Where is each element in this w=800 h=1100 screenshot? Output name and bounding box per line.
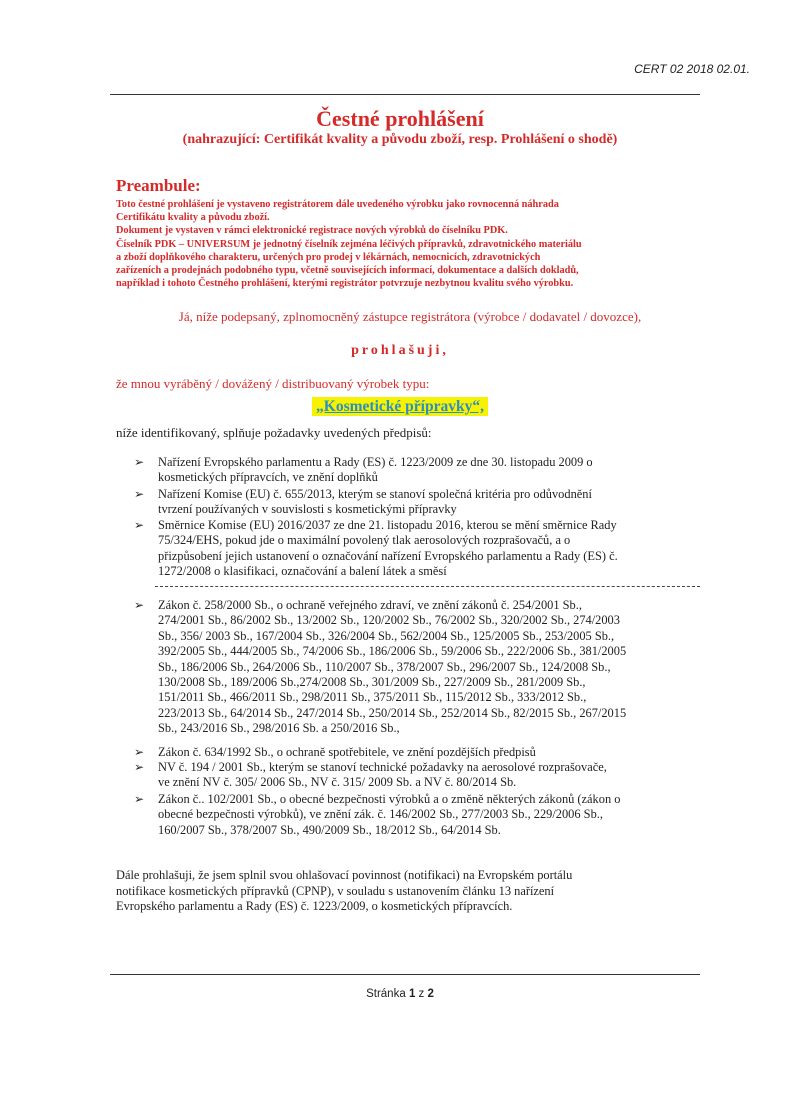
requirements-intro: níže identifikovaný, splňuje požadavky uvedených předpisů: xyxy=(116,425,432,440)
regulation-line: 392/2005 Sb., 444/2005 Sb., 74/2006 Sb., 186/2006 Sb., 59/2006 Sb., 222/2006 Sb., 381/2005 xyxy=(158,644,627,659)
regulation-line: 160/2007 Sb., 378/2007 Sb., 490/2009 Sb., 18/2012 Sb., 64/2014 Sb. xyxy=(158,822,501,837)
regulation-line: Zákon č.. 102/2001 Sb., o obecné bezpečnosti výrobků a o změně některých zákonů (zákon o xyxy=(158,792,621,806)
page-total: 2 xyxy=(427,988,434,1000)
regulation-line: 75/324/EHS, pokud jde o maximální povolený tlak aerosolových rozprašovačů, a o xyxy=(158,533,571,548)
regulation-line: 151/2011 Sb., 466/2011 Sb., 298/2011 Sb., 375/2011 Sb., 115/2012 Sb., 333/2012 Sb., xyxy=(158,690,587,705)
closing-line: notifikace kosmetických přípravků (CPNP), v souladu s ustanovením článku 13 nařízení xyxy=(116,883,555,898)
product-type xyxy=(0,398,800,416)
page-label: Stránka xyxy=(366,988,406,1000)
regulation-item xyxy=(134,518,700,580)
arrow-bullet-icon: ➢ xyxy=(134,598,145,612)
arrow-bullet-icon: ➢ xyxy=(134,487,145,501)
arrow-bullet-icon: ➢ xyxy=(134,455,145,469)
regulation-item xyxy=(134,487,700,518)
product-type-highlight: „Kosmetické přípravky“, xyxy=(312,397,488,416)
preamble-line: Číselník PDK – UNIVERSUM je jednotný číselník zejména léčivých přípravků, zdravotnického materiálu xyxy=(116,238,582,250)
regulation-line: Zákon č. 634/1992 Sb., o ochraně spotřebitele, ve znění pozdějších předpisů xyxy=(158,745,536,759)
regulation-line: 274/2001 Sb., 86/2002 Sb., 13/2002 Sb., 120/2002 Sb., 76/2002 Sb., 320/2002 Sb., 274/2003 xyxy=(158,613,620,628)
regulation-line: 223/2013 Sb., 64/2014 Sb., 247/2014 Sb., 250/2014 Sb., 252/2014 Sb., 82/2015 Sb., 267/2015 xyxy=(158,705,627,720)
regulation-line: Sb., 356/ 2003 Sb., 167/2004 Sb., 326/2004 Sb., 562/2004 Sb., 125/2005 Sb., 253/2005 Sb., xyxy=(158,628,615,643)
header-rule xyxy=(110,94,700,95)
closing-paragraph xyxy=(116,868,700,915)
regulation-item xyxy=(134,598,700,737)
regulation-line: tvrzení používaných v souvislosti s kosmetickými přípravky xyxy=(158,502,457,517)
regulation-line: kosmetických přípravcích, ve znění doplňků xyxy=(158,470,378,485)
regulation-line: obecné bezpečnosti výrobků), ve znění zák. č. 146/2002 Sb., 277/2003 Sb., 229/2006 Sb., xyxy=(158,807,603,822)
document-title: Čestné prohlášení xyxy=(316,106,484,131)
regulation-line: Směrnice Komise (EU) 2016/2037 ze dne 21. listopadu 2016, kterou se mění směrnice Rady xyxy=(158,518,617,532)
declarant-line: Já, níže podepsaný, zplnomocněný zástupce registrátora (výrobce / dodavatel / dovozce), xyxy=(178,309,642,324)
arrow-bullet-icon: ➢ xyxy=(134,745,145,759)
footer-rule xyxy=(110,974,700,975)
regulation-line: Nařízení Evropského parlamentu a Rady (ES) č. 1223/2009 ze dne 30. listopadu 2009 o xyxy=(158,455,593,469)
regulation-line: 130/2008 Sb., 189/2006 Sb.,274/2008 Sb., 301/2009 Sb., 227/2009 Sb., 281/2009 Sb., xyxy=(158,675,586,690)
prohlasuji-heading: prohlašuji, xyxy=(351,343,449,358)
regulation-line: přizpůsobení jejich ustanovení o označování nařízení Evropského parlamentu a Rady (ES) č. xyxy=(158,548,618,563)
arrow-bullet-icon: ➢ xyxy=(134,760,145,774)
preamble-line: například i tohoto Čestného prohlášení, kterými registrátor potvrzuje nezbytnou kvalitu svého výrobku. xyxy=(116,278,574,290)
preamble-heading: Preambule: xyxy=(116,176,201,195)
page-footer xyxy=(0,988,800,1000)
preamble-line: Toto čestné prohlášení je vystaveno registrátorem dále uvedeného výrobku jako rovnocenná náhrada xyxy=(116,199,559,210)
preamble-line: a zboží doplňkového charakteru, určených pro prodej v lékárnách, nemocnicích, zdravotnických xyxy=(116,251,541,263)
preamble-body xyxy=(116,198,696,290)
regulation-line: 1272/2008 o klasifikaci, označování a balení látek a směsí xyxy=(158,564,447,579)
regulation-item xyxy=(134,455,700,486)
document-code: CERT 02 2018 02.01. xyxy=(634,62,750,76)
regulation-line: ve znění NV č. 305/ 2006 Sb., NV č. 315/ 2009 Sb. a NV č. 80/2014 Sb. xyxy=(158,775,517,790)
regulation-item xyxy=(134,760,700,791)
regulation-item xyxy=(134,792,700,838)
document-subtitle: (nahrazující: Certifikát kvality a původu zboží, resp. Prohlášení o shodě) xyxy=(182,132,618,147)
regulation-item xyxy=(134,745,700,760)
arrow-bullet-icon: ➢ xyxy=(134,518,145,532)
regulation-line: NV č. 194 / 2001 Sb., kterým se stanoví technické požadavky na aerosolové rozprašovače, xyxy=(158,760,607,774)
arrow-bullet-icon: ➢ xyxy=(134,792,145,806)
product-intro: že mnou vyráběný / dovážený / distribuovaný výrobek typu: xyxy=(116,376,430,391)
regulation-line: Sb., 186/2006 Sb., 264/2006 Sb., 110/2007 Sb., 378/2007 Sb., 296/2007 Sb., 124/2008 Sb., xyxy=(158,659,611,674)
regulation-line: Sb., 243/2016 Sb., 298/2016 Sb. a 250/2016 Sb., xyxy=(158,721,400,736)
preamble-line: Dokument je vystaven v rámci elektronické registrace nových výrobků do číselníku PDK. xyxy=(116,225,508,237)
closing-line: Dále prohlašuji, že jsem splnil svou ohlašovací povinnost (notifikaci) na Evropském portálu xyxy=(116,868,573,882)
section-divider xyxy=(155,586,700,587)
page-separator: z xyxy=(418,988,425,1000)
preamble-line: Certifikátu kvality a původu zboží. xyxy=(116,212,270,224)
closing-line: Evropského parlamentu a Rady (ES) č. 1223/2009, o kosmetických přípravcích. xyxy=(116,899,513,914)
preamble-line: zařízeních a prodejnách podobného typu, včetně souvisejících informací, dokumentace a dalších dokladů, xyxy=(116,265,579,277)
regulation-line: Zákon č. 258/2000 Sb., o ochraně veřejného zdraví, ve znění zákonů č. 254/2001 Sb., xyxy=(158,598,582,612)
page-current: 1 xyxy=(408,988,416,1000)
regulation-line: Nařízení Komise (EU) č. 655/2013, kterým se stanoví společná kritéria pro odůvodnění xyxy=(158,487,592,501)
